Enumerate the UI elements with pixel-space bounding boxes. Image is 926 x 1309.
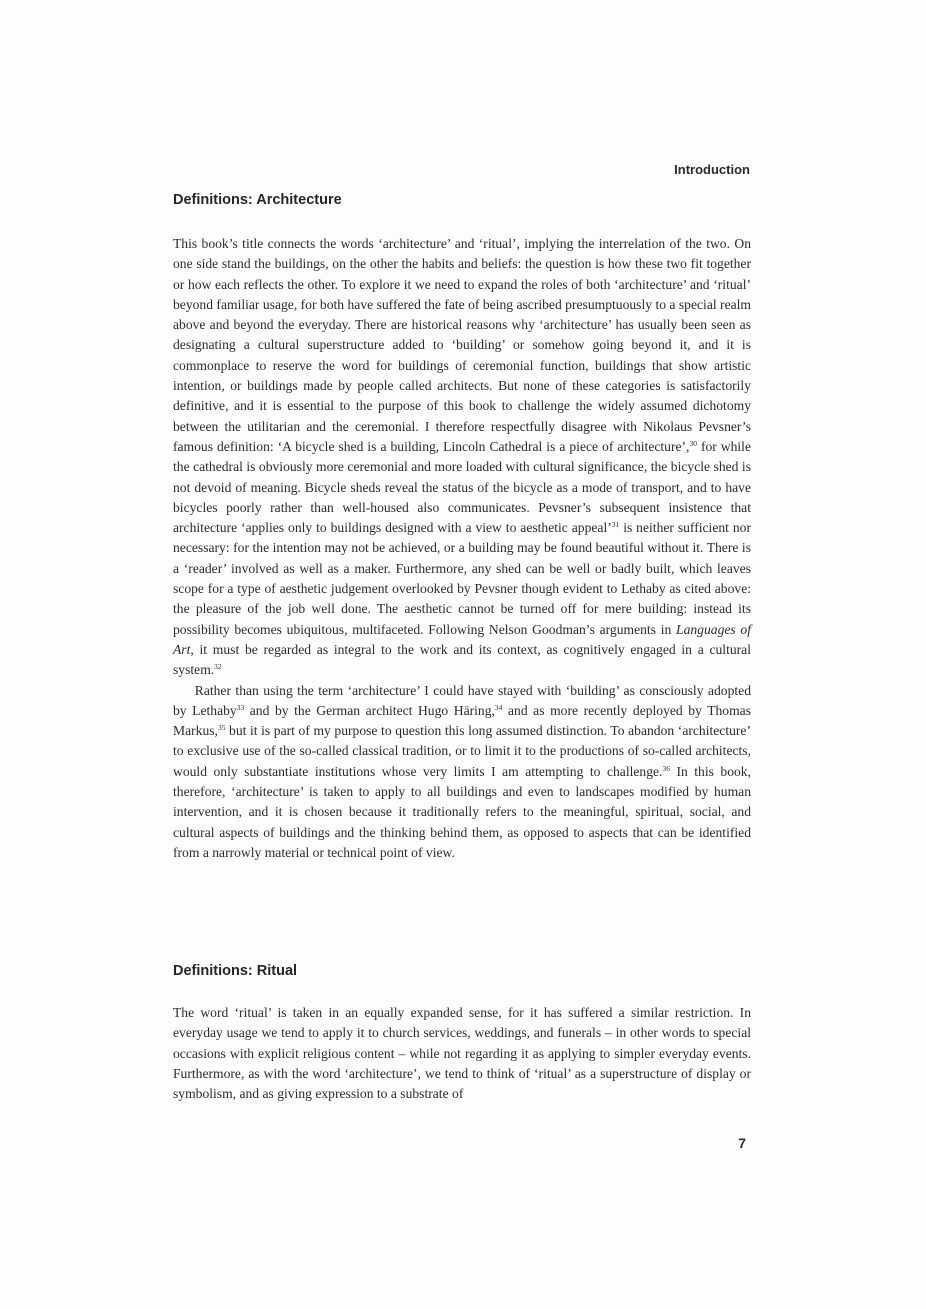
footnote-ref: 35 — [217, 723, 226, 733]
text-segment: for while the cathedral is obviously more ceremonial and more loaded with cultural significance, the bicycle shed is not devoid of meaning. Bicycle sheds reveal the status of the bicycle as a mode of transport, and to have bicycles poorly rather than well-housed also communicates. Pevsner’s subsequent insistence that architecture ‘applies only to buildings designed with a view to aesthetic appeal’ — [173, 438, 751, 536]
book-title: Languages of Art — [173, 621, 752, 657]
text-segment: Rather than using the term ‘architecture’ I could have stayed with ‘building’ as consciously adopted by Lethaby — [173, 682, 751, 718]
running-head: Introduction — [674, 162, 750, 177]
text-segment: and by the German architect Hugo Häring, — [244, 702, 495, 718]
footnote-ref: 36 — [662, 763, 670, 773]
text-segment: This book’s title connects the words ‘architecture’ and ‘ritual’, implying the interrelation of the two. On one side stand the buildings, on the other the habits and beliefs: the question is how these two fit together or how each reflects the other. To explore it we need to expand the roles of both ‘architecture’ and ‘ritual’ beyond familiar usage, for both have suffered the fate of being ascribed presumptuously to a special realm above and beyond the everyday. There are historical reasons why ‘architecture’ has usually been seen as designating a cultural superstructure added to ‘building’ or somehow going beyond it, and it is commonplace to reserve the word for buildings of ceremonial function, buildings that show artistic intention, or buildings made by people called architects. But none of these categories is satisfactorily definitive, and it is essential to the purpose of this book to challenge the widely assumed dichotomy between the utilitarian and the ceremonial. I therefore respectfully disagree with Nikolaus Pevsner’s famous definition: ‘A bicycle shed is a building, Lincoln Cathedral is a piece of architecture’, — [173, 236, 751, 454]
page-number: 7 — [738, 1135, 746, 1151]
section-heading-ritual: Definitions: Ritual — [173, 963, 298, 979]
footnote-ref: 30 — [689, 438, 697, 448]
footnote-ref: 31 — [611, 520, 620, 530]
section-body-architecture — [173, 234, 751, 863]
text-segment: The word ‘ritual’ is taken in an equally expanded sense, for it has suffered a similar restriction. In everyday usage we tend to apply it to church services, weddings, and funerals – in other words to special occasions with explicit religious content – while not regarding it as applying to simpler everyday events. Furthermore, as with the word ‘architecture’, we tend to think of ‘ritual’ as a superstructure of display or symbolism, and as giving expression to a substrate of — [173, 1005, 751, 1102]
text-segment: , it must be regarded as integral to the work and its context, as cognitively engaged in a cultural system. — [173, 641, 751, 678]
footnote-ref: 33 — [236, 702, 245, 712]
text-segment: is neither sufficient nor necessary: for the intention may not be achieved, or a building may be found beautiful without it. There is a ‘reader’ involved as well as a maker. Furthermore, any shed can be well or badly built, which leaves scope for a type of aesthetic judgement overlooked by Pevsner though evident to Lethaby as cited above: the pleasure of the job well done. The aesthetic cannot be turned off for mere building: instead its possibility becomes ubiquitous, multifaceted. Following Nelson Goodman’s arguments in — [173, 520, 751, 637]
paragraph — [173, 1003, 751, 1104]
paragraph — [173, 681, 751, 864]
section-body-ritual — [173, 1003, 751, 1104]
text-segment: and as more recently deployed by Thomas Markus, — [173, 702, 752, 739]
footnote-ref: 32 — [214, 662, 222, 672]
text-segment: In this book, therefore, ‘architecture’ is taken to apply to all buildings and even to landscapes modified by human intervention, and it is chosen because it traditionally refers to the meaningful, spiritual, social, and cultural aspects of buildings and the thinking behind them, as opposed to aspects that can be identified from a narrowly material or technical point of view. — [173, 763, 752, 860]
paragraph — [173, 234, 751, 681]
text-segment: but it is part of my purpose to question this long assumed distinction. To abandon ‘architecture’ to exclusive use of the so-called classical tradition, or to limit it to the productions of so-called architects, would only substantiate institutions whose very limits I am attempting to challenge. — [173, 723, 751, 779]
section-heading-architecture: Definitions: Architecture — [173, 192, 342, 208]
footnote-ref: 34 — [494, 702, 503, 712]
